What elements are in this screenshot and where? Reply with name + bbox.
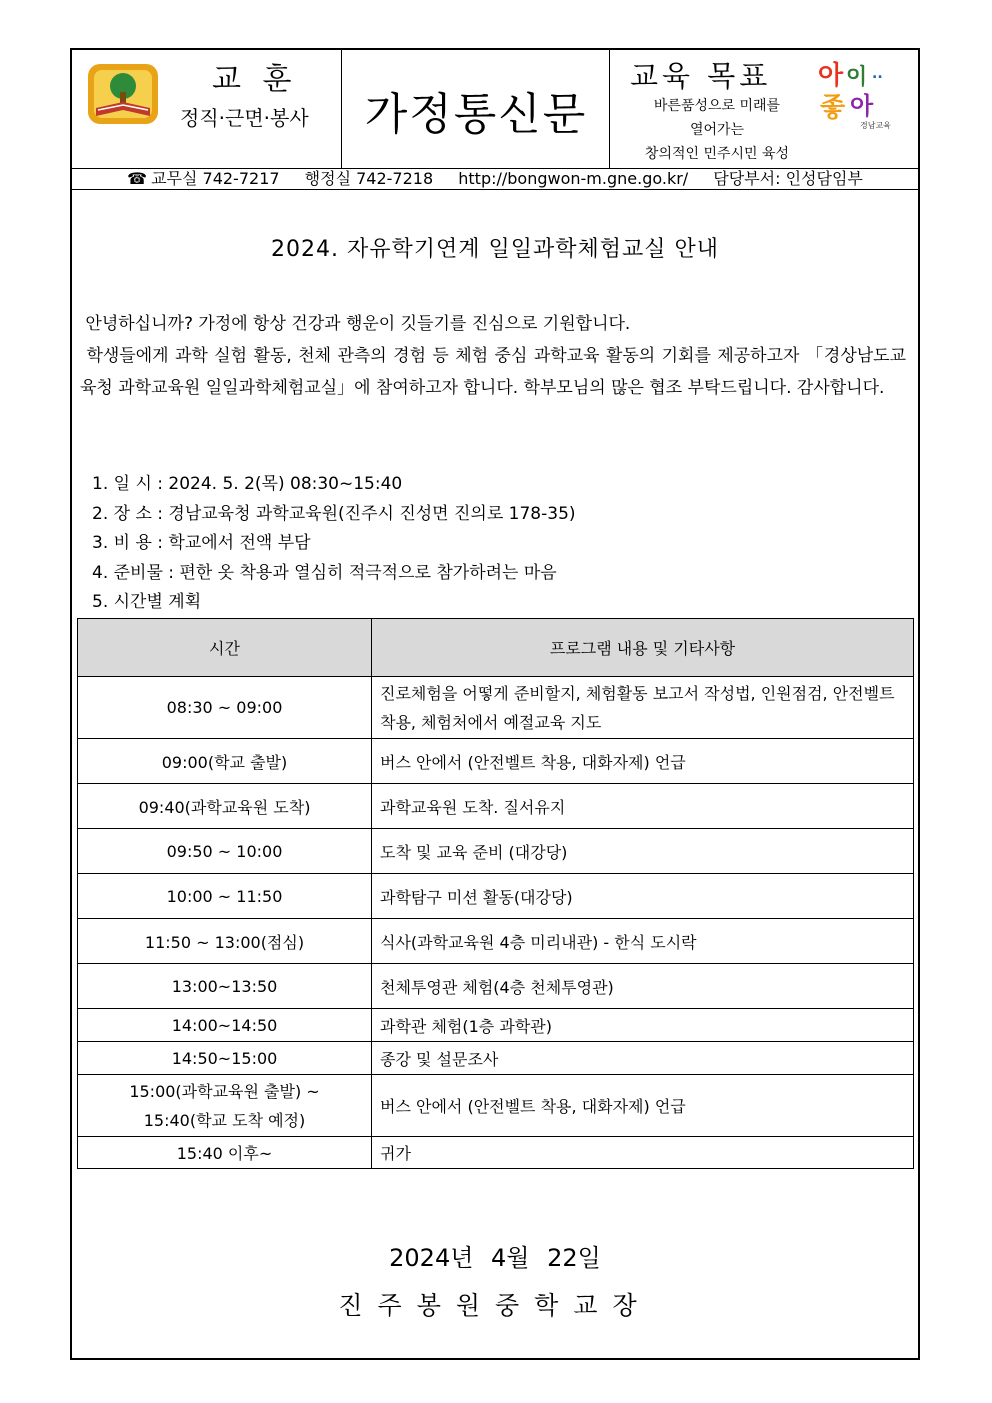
goal-line: 창의적인 민주시민 육성 (644, 146, 790, 162)
svg-text:아: 아 (850, 92, 874, 120)
table-header-row (78, 619, 914, 677)
time-cell: 11:50 ~ 13:00(점심) (78, 919, 372, 964)
table-row (78, 1042, 914, 1075)
svg-text:경남교육: 경남교육 (860, 121, 891, 130)
goal-title: 교육 목표 (630, 59, 772, 93)
header-content: 프로그램 내용 및 기타사항 (372, 619, 914, 677)
table-row (78, 874, 914, 919)
table-row (78, 1137, 914, 1169)
info-item: 2. 장 소 : 경남교육청 과학교육원(진주시 진성면 진의로 178-35) (92, 503, 576, 524)
admin-phone: 행정실 742-7218 (304, 169, 434, 188)
time-cell: 15:00(과학교육원 출발) ~ 15:40(학교 도착 예정) (78, 1075, 372, 1137)
motto-text: 정직·근면·봉사 (180, 106, 309, 130)
content-cell: 과학탐구 미션 활동(대강당) (372, 874, 914, 919)
content-cell: 도착 및 교육 준비 (대강당) (372, 829, 914, 874)
info-item: 5. 시간별 계획 (92, 592, 202, 612)
time-cell: 14:00~14:50 (78, 1009, 372, 1042)
content-cell: 진로체험을 어떻게 준비할지, 체험활동 보고서 작성법, 인원점검, 안전벨트 착용, 체험처에서 예절교육 지도 (372, 677, 914, 739)
slogan-logo (812, 54, 902, 134)
info-item: 4. 준비물 : 편한 옷 착용과 열심히 적극적으로 참가하려는 마음 (92, 562, 557, 583)
content-cell: 과학관 체험(1층 과학관) (372, 1009, 914, 1042)
content-cell: 귀가 (372, 1137, 914, 1169)
principal-signature: 진주봉원중학교장 (338, 1291, 652, 1320)
contact-bar (72, 168, 918, 190)
info-list (92, 470, 576, 618)
goal-line: 열어가는 (689, 122, 745, 138)
issue-date: 2024년 4월 22일 (389, 1244, 601, 1272)
content-cell: 천체투영관 체험(4층 천체투영관) (372, 964, 914, 1009)
time-cell: 09:50 ~ 10:00 (78, 829, 372, 874)
info-item: 3. 비 용 : 학교에서 전액 부담 (92, 533, 311, 553)
time-cell: 10:00 ~ 11:50 (78, 874, 372, 919)
document-title: 2024. 자유학기연계 일일과학체험교실 안내 (271, 237, 719, 262)
phone-icon: ☎ (127, 169, 148, 188)
table-row (78, 677, 914, 739)
svg-text:..: .. (872, 66, 883, 82)
newsletter-title-cell (342, 50, 610, 168)
table-row (78, 784, 914, 829)
time-cell: 09:00(학교 출발) (78, 739, 372, 784)
svg-text:아: 아 (818, 61, 844, 91)
education-goal-cell (610, 50, 918, 168)
table-row (78, 829, 914, 874)
intro-paragraph: 안녕하십니까? 가정에 항상 건강과 행운이 깃들기를 진심으로 기원합니다. (85, 314, 631, 334)
table-row (78, 1075, 914, 1137)
newsletter-title: 가정통신문 (364, 89, 588, 140)
time-cell: 09:40(과학교육원 도착) (78, 784, 372, 829)
table-row (78, 1009, 914, 1042)
intro-text (80, 308, 906, 404)
schedule-table (77, 618, 914, 1169)
goal-text (622, 94, 812, 166)
motto-title: 교 훈 (212, 62, 298, 97)
svg-text:이: 이 (846, 65, 868, 90)
content-cell: 과학교육원 도착. 질서유지 (372, 784, 914, 829)
table-row (78, 919, 914, 964)
table-row (78, 964, 914, 1009)
goal-line: 바른품성으로 미래를 (653, 98, 781, 114)
content-cell: 버스 안에서 (안전벨트 착용, 대화자제) 언급 (372, 1075, 914, 1137)
content-cell: 종강 및 설문조사 (372, 1042, 914, 1075)
department: 담당부서: 인성담임부 (713, 169, 863, 188)
header (72, 50, 918, 169)
content-cell: 식사(과학교육원 4층 미리내관) - 한식 도시락 (372, 919, 914, 964)
svg-text:좋: 좋 (820, 93, 846, 123)
newsletter-frame (70, 48, 920, 1360)
time-cell: 14:50~15:00 (78, 1042, 372, 1075)
school-url[interactable]: http://bongwon-m.gne.go.kr/ (458, 169, 689, 188)
school-emblem-logo (86, 62, 160, 126)
intro-paragraph: 학생들에게 과학 실험 활동, 천체 관측의 경험 등 체험 중심 과학교육 활동의 기회를 제공하고자 「경상남도교육청 과학교육원 일일과학체험교실」에 참여하고자 합니다. 학부모님의 많은 협조 부탁드립니다. 감사합니다. (80, 346, 907, 398)
time-cell: 08:30 ~ 09:00 (78, 677, 372, 739)
time-cell: 13:00~13:50 (78, 964, 372, 1009)
school-motto-cell (72, 50, 342, 168)
time-cell: 15:40 이후~ (78, 1137, 372, 1169)
table-row (78, 739, 914, 784)
office-phone: ☎ 교무실 742-7217 (127, 169, 280, 188)
content-cell: 버스 안에서 (안전벨트 착용, 대화자제) 언급 (372, 739, 914, 784)
info-item: 1. 일 시 : 2024. 5. 2(목) 08:30~15:40 (92, 474, 403, 494)
header-time: 시간 (78, 619, 372, 677)
